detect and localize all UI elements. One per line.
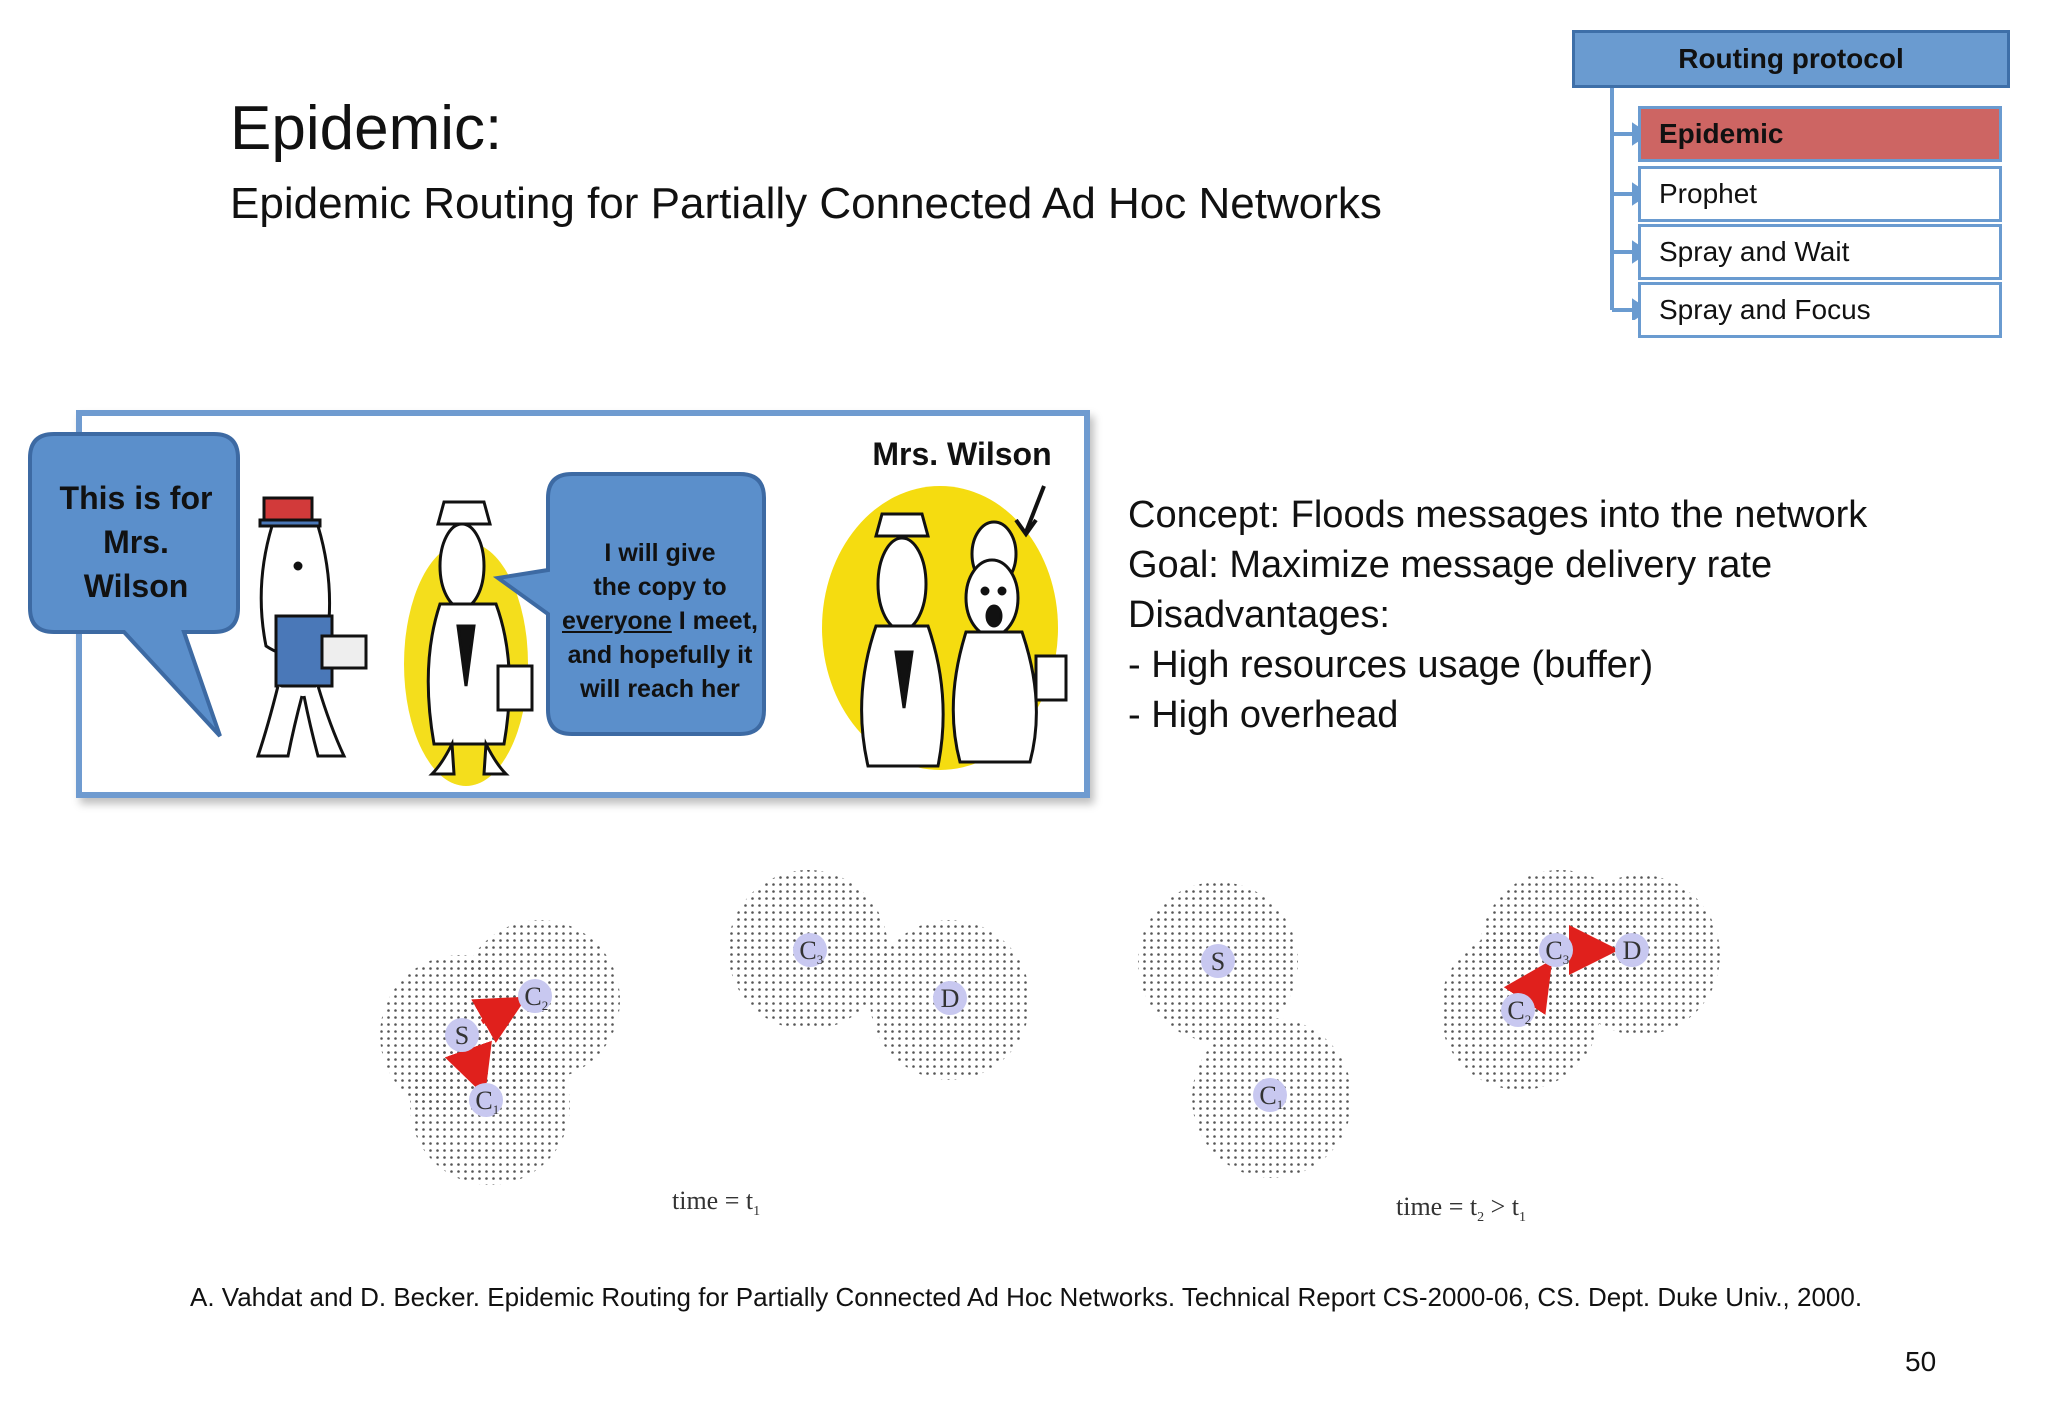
svg-text:C: C [1259, 1081, 1277, 1110]
radio-range-areas-left [380, 870, 1030, 1185]
svg-text:D: D [1622, 936, 1642, 965]
svg-text:S: S [1210, 947, 1226, 976]
time-caption-right: time = $t_2 > t_1$ [1396, 1192, 1526, 1226]
goal-line: Goal: Maximize message delivery rate [1128, 544, 1773, 586]
node-d-right [1615, 933, 1649, 967]
node-c2-left [518, 979, 552, 1013]
node-c1-left [469, 1083, 503, 1117]
mrs-wilson-label: Mrs. Wilson [872, 436, 1052, 472]
svg-text:S: S [454, 1021, 470, 1050]
nav-item-spray-and-wait[interactable]: Spray and Wait [1638, 224, 2002, 280]
node-c3-right [1539, 933, 1573, 967]
svg-text:2: 2 [1524, 1012, 1532, 1027]
node-d-left [933, 981, 967, 1015]
radio-range-areas-right [1138, 870, 1720, 1178]
node-c2-right [1501, 993, 1535, 1027]
node-s-right [1201, 944, 1235, 978]
node-c3-left [793, 933, 827, 967]
svg-text:3: 3 [1562, 952, 1570, 967]
slide-title: Epidemic: [230, 94, 503, 163]
mailman-figure [258, 498, 366, 756]
svg-text:1: 1 [492, 1102, 500, 1117]
disadvantage-item: - High overhead [1128, 694, 1399, 736]
disadvantages-heading: Disadvantages: [1128, 594, 1390, 636]
svg-text:C: C [475, 1086, 493, 1115]
routing-protocol-header: Routing protocol [1572, 30, 2010, 88]
nav-item-spray-and-focus[interactable]: Spray and Focus [1638, 282, 2002, 338]
speech-bubble-left-text: This is for Mrs. Wilson [59, 480, 213, 604]
svg-text:2: 2 [541, 998, 549, 1013]
epidemic-network-diagram [0, 860, 2048, 1240]
svg-text:1: 1 [1276, 1097, 1284, 1112]
pointer-arrow [1026, 486, 1044, 532]
slide-subtitle: Epidemic Routing for Partially Connected Ad Hoc Networks [230, 179, 1382, 228]
concept-description [1128, 490, 1867, 740]
svg-text:D: D [940, 984, 960, 1013]
svg-text:3: 3 [816, 952, 824, 967]
page-number: 50 [1905, 1346, 1937, 1377]
disadvantage-item: - High resources usage (buffer) [1128, 644, 1654, 686]
nav-item-prophet[interactable]: Prophet [1638, 166, 2002, 222]
node-c1-right [1253, 1078, 1287, 1112]
concept-line: Concept: Floods messages into the network [1128, 494, 1868, 536]
svg-text:C: C [799, 936, 817, 965]
svg-text:C: C [1545, 936, 1563, 965]
speech-bubble-right-text: I will give the copy to everyone I meet, and hopefully it will reach her [562, 539, 758, 703]
svg-text:C: C [1507, 996, 1525, 1025]
nav-item-epidemic[interactable]: Epidemic [1638, 106, 2002, 162]
citation: A. Vahdat and D. Becker. Epidemic Routing for Partially Connected Ad Hoc Networks. Technical Report CS-2000-06, CS. Dept. Duke Univ., 2000. [190, 1282, 1863, 1312]
time-caption-left: time = $t_1$ [672, 1186, 761, 1220]
node-s-left [445, 1018, 479, 1052]
svg-text:C: C [524, 982, 542, 1011]
